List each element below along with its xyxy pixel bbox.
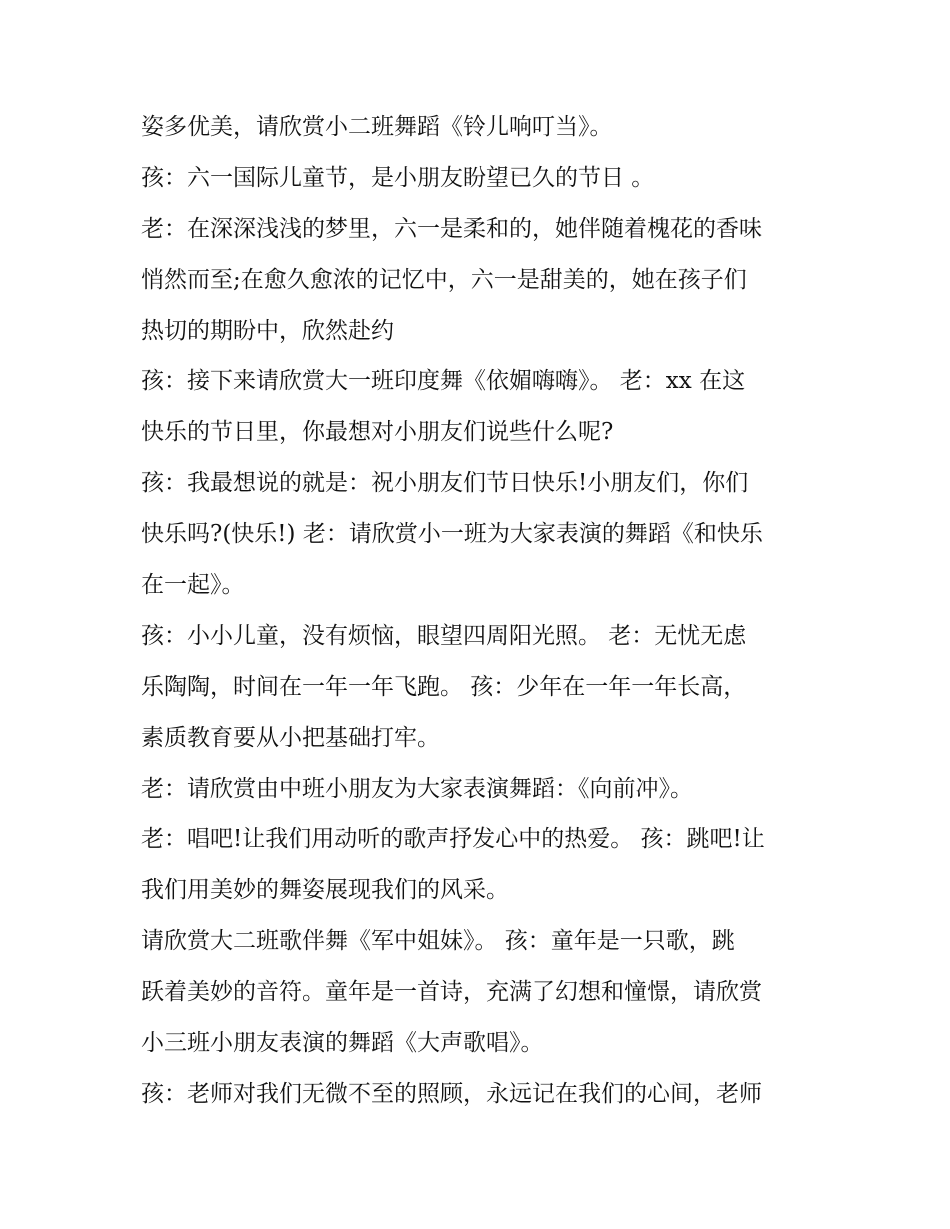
text-line: 老：在深深浅浅的梦里，六一是柔和的，她伴随着槐花的香味	[141, 215, 762, 242]
text-line: 乐陶陶，时间在一年一年飞跑。 孩：少年在一年一年长高，	[141, 673, 747, 700]
text-line: 快乐的节日里，你最想对小朋友们说些什么呢?	[141, 419, 614, 446]
text-line: 孩：接下来请欣赏大一班印度舞《依媚嗨嗨》。 老：xx 在这	[141, 368, 746, 395]
text-line: 孩：六一国际儿童节，是小朋友盼望已久的节日 。	[141, 164, 655, 191]
text-line: 老：唱吧!让我们用动听的歌声抒发心中的热爱。 孩：跳吧!让	[141, 826, 765, 853]
text-line: 孩：老师对我们无微不至的照顾，永远记在我们的心间，老师	[141, 1080, 762, 1107]
text-line: 请欣赏大二班歌伴舞《军中姐妹》。 孩：童年是一只歌，跳	[141, 928, 735, 955]
text-line: 姿多优美，请欣赏小二班舞蹈《铃儿响叮当》。	[141, 114, 613, 140]
text-line: 素质教育要从小把基础打牢。	[141, 724, 440, 751]
text-line: 热切的期盼中，欣然赴约	[141, 317, 394, 344]
text-line: 我们用美妙的舞姿展现我们的风采。	[141, 877, 509, 904]
text-line: 老：请欣赏由中班小朋友为大家表演舞蹈：《向前冲》。	[141, 775, 693, 802]
text-line: 孩：小小儿童，没有烦恼，眼望四周阳光照。 老：无忧无虑	[141, 622, 747, 649]
text-line: 在一起》。	[141, 572, 245, 599]
text-line: 跃着美妙的音符。童年是一首诗，充满了幻想和憧憬，请欣赏	[141, 979, 762, 1006]
text-line: 小三班小朋友表演的舞蹈《大声歌唱》。	[141, 1030, 544, 1057]
text-line: 孩：我最想说的就是：祝小朋友们节日快乐!小朋友们，你们	[141, 470, 749, 497]
text-line: 悄然而至;在愈久愈浓的记忆中，六一是甜美的，她在孩子们	[141, 266, 747, 293]
text-line: 快乐吗?(快乐!) 老：请欣赏小一班为大家表演的舞蹈《和快乐	[141, 521, 763, 548]
document-body	[141, 102, 821, 1120]
